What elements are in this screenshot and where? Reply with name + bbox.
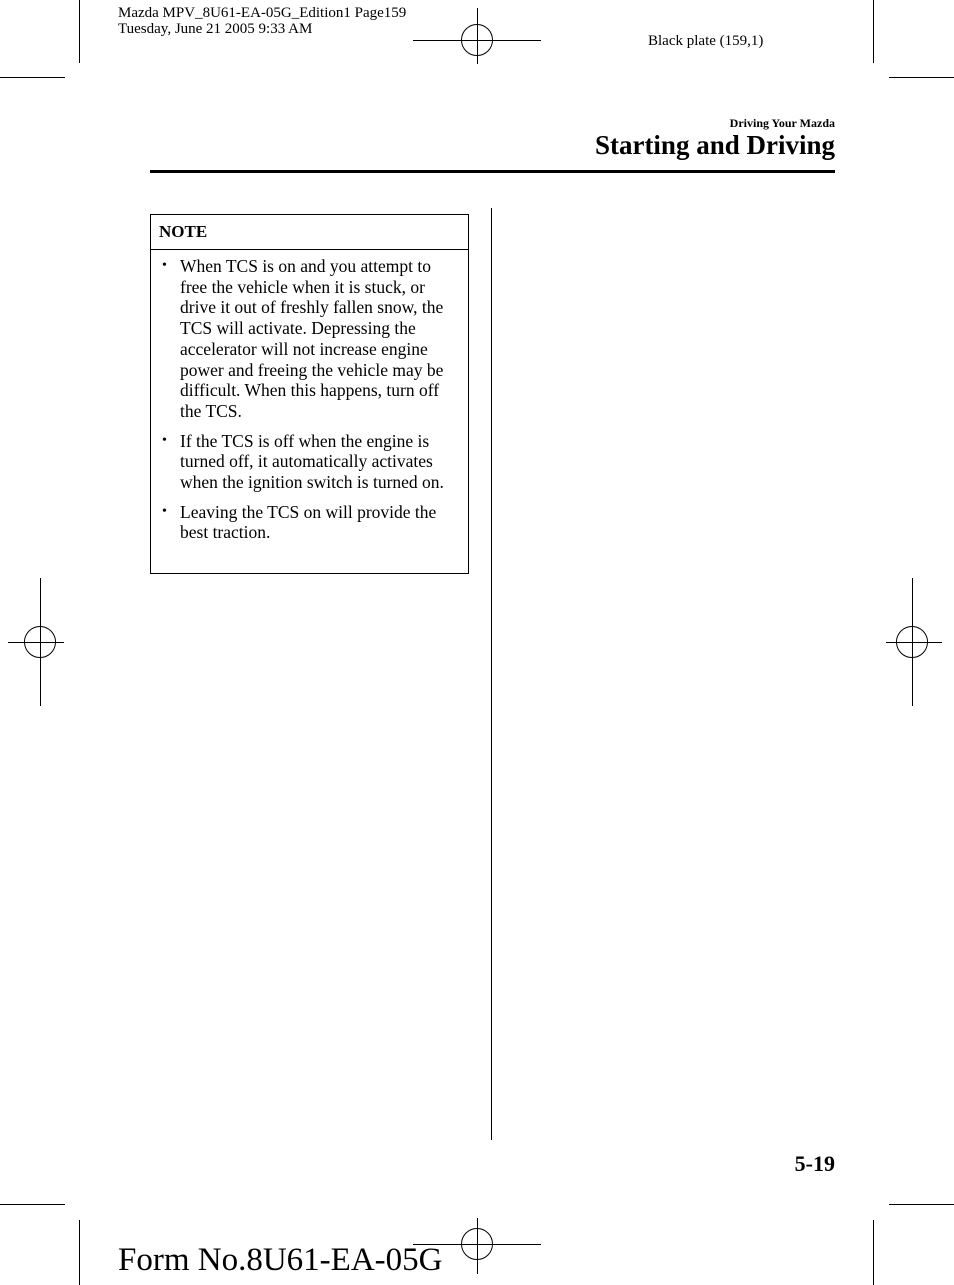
note-list bbox=[151, 250, 468, 543]
list-item bbox=[159, 502, 460, 543]
crop-mark-top-right-h bbox=[889, 77, 954, 78]
page-title: Starting and Driving bbox=[594, 130, 835, 160]
page-number: 5-19 bbox=[794, 1151, 835, 1176]
note-box bbox=[150, 214, 469, 574]
note-heading: NOTE bbox=[151, 215, 468, 250]
title-rule bbox=[150, 170, 835, 173]
column-divider bbox=[491, 208, 492, 1140]
bullet: • bbox=[162, 258, 167, 273]
print-slug bbox=[118, 5, 406, 37]
list-item-text: Leaving the TCS on will provide the best traction. bbox=[180, 501, 437, 543]
form-number: Form No.8U61-EA-05G bbox=[118, 1242, 443, 1278]
bullet: • bbox=[162, 503, 167, 519]
crop-mark-top-right-v bbox=[873, 0, 874, 63]
list-item bbox=[159, 431, 460, 493]
crop-mark-bottom-right-h bbox=[889, 1204, 954, 1205]
crop-mark-bottom-right-v bbox=[873, 1220, 874, 1285]
list-item-text: When TCS is on and you attempt to free the vehicle when it is stuck, or drive it out of freshly fallen snow, the TCS will activate. Depressing the accelerator will not increase engine power and freeing the vehicle may be difficult. When this happens, turn off the TCS. bbox=[180, 256, 444, 421]
list-item bbox=[159, 256, 460, 422]
plate-label: Black plate (159,1) bbox=[648, 33, 764, 49]
crop-mark-top-left-h bbox=[0, 77, 65, 78]
slug-line-2: Tuesday, June 21 2005 9:33 AM bbox=[118, 21, 313, 37]
section-label: Driving Your Mazda bbox=[729, 116, 835, 130]
bullet: • bbox=[162, 432, 167, 448]
crop-mark-bottom-left-h bbox=[0, 1204, 65, 1205]
list-item-text: If the TCS is off when the engine is turned off, it automatically activates when the ignition switch is turned on. bbox=[180, 430, 444, 493]
slug-line-1: Mazda MPV_8U61-EA-05G_Edition1 Page159 bbox=[118, 5, 407, 21]
crop-mark-top-left-v bbox=[79, 0, 80, 63]
crop-mark-bottom-left-v bbox=[79, 1220, 80, 1285]
